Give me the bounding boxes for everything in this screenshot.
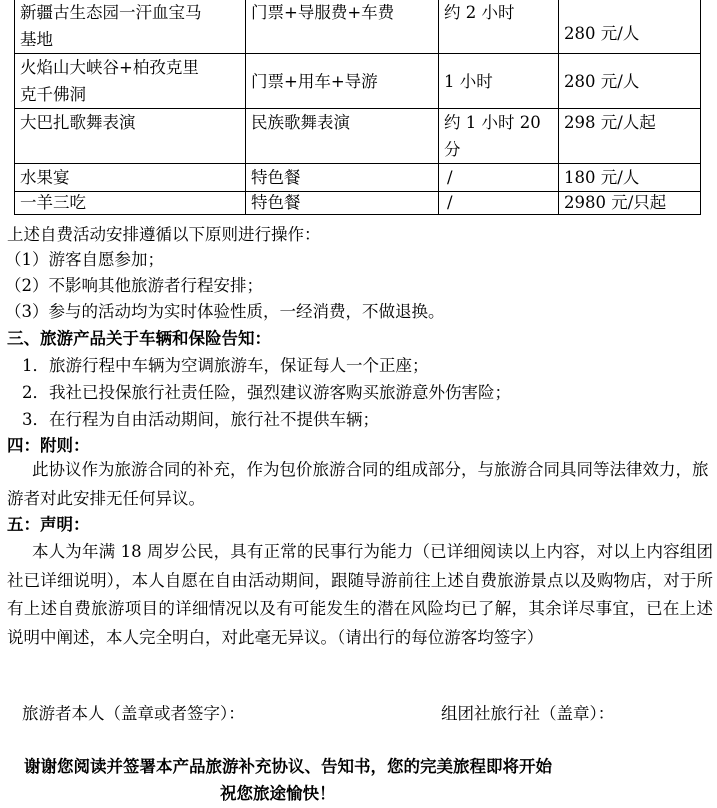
activity-content-cell: 门票+导服费+车费 (246, 0, 439, 54)
section3-item: 2．我社已投保旅行社责任险，强烈建议游客购买旅游意外伤害险； (22, 383, 511, 402)
table-row (15, 164, 701, 192)
table-row (15, 109, 701, 164)
activity-content-cell: 民族歌舞表演 (246, 109, 439, 164)
section3-heading: 三、旅游产品关于车辆和保险告知： (7, 329, 271, 348)
section5-heading: 五：声明： (7, 515, 90, 534)
activity-content-cell: 特色餐 (246, 164, 439, 192)
activity-duration-cell: 1 小时 (439, 54, 559, 109)
table-row (15, 54, 701, 109)
activity-content-cell: 特色餐 (246, 192, 439, 215)
activity-name-cell: 火焰山大峡谷+柏孜克里 克千佛洞 (15, 54, 246, 109)
activity-name-cell: 大巴扎歌舞表演 (15, 109, 246, 164)
activity-name-cell: 一羊三吃 (15, 192, 246, 215)
activity-price-cell: 280 元/人 (559, 54, 701, 109)
self-pay-activities-table (14, 0, 701, 215)
activity-name-cell: 新疆古生态园一汗血宝马 基地 (15, 0, 246, 54)
activity-name-cell: 水果宴 (15, 164, 246, 192)
principle-item: （3）参与的活动均为实时体验性质，一经消费，不做退换。 (5, 302, 445, 321)
activity-duration-cell: 约 2 小时 (439, 0, 559, 54)
closing-wish: 祝您旅途愉快！ (220, 784, 336, 803)
section4-text: 此协议作为旅游合同的补充，作为包价旅游合同的组成部分，与旅游合同具同等法律效力，旅游者对此安排无任何异议。 (7, 460, 709, 508)
section3-item: 3．在行程为自由活动期间，旅行社不提供车辆； (22, 410, 379, 429)
principle-item: （2）不影响其他旅游者行程安排； (5, 276, 263, 295)
activity-price-cell: 280 元/人 (559, 0, 701, 54)
principles-intro: 上述自费活动安排遵循以下原则进行操作： (7, 225, 321, 244)
principle-item: （1）游客自愿参加； (5, 250, 164, 269)
section3-item: 1．旅游行程中车辆为空调旅游车，保证每人一个正座； (22, 356, 429, 375)
section5-text: 本人为年满 18 周岁公民，具有正常的民事行为能力（已详细阅读以上内容，对以上内容组团社已详细说明），本人自愿在自由活动期间，跟随导游前往上述自费旅游景点以及购物店，对于所有上述自费旅游项目的详细情况以及有可能发生的潜在风险均已了解，其余详尽事宜，已在上述说明中阐述，本人完全明白，对此毫无异议。（请出行的每位游客均签字） (7, 542, 713, 647)
activity-duration-cell: 约 1 小时 20 分 (439, 109, 559, 164)
table-row (15, 0, 701, 54)
activity-price-cell: 298 元/人起 (559, 109, 701, 164)
closing-thanks: 谢谢您阅读并签署本产品旅游补充协议、告知书，您的完美旅程即将开始 (24, 757, 552, 776)
activity-content-cell: 门票+用车+导游 (246, 54, 439, 109)
section4-heading: 四：附则： (7, 436, 90, 455)
activity-price-cell: 180 元/人 (559, 164, 701, 192)
activity-duration-cell: / (439, 164, 559, 192)
activity-price-cell: 2980 元/只起 (559, 192, 701, 215)
traveler-signature-label: 旅游者本人（盖章或者签字）： (22, 704, 245, 723)
table-row (15, 192, 701, 215)
activity-duration-cell: / (439, 192, 559, 215)
agency-signature-label: 组团社旅行社（盖章）： (441, 704, 615, 723)
